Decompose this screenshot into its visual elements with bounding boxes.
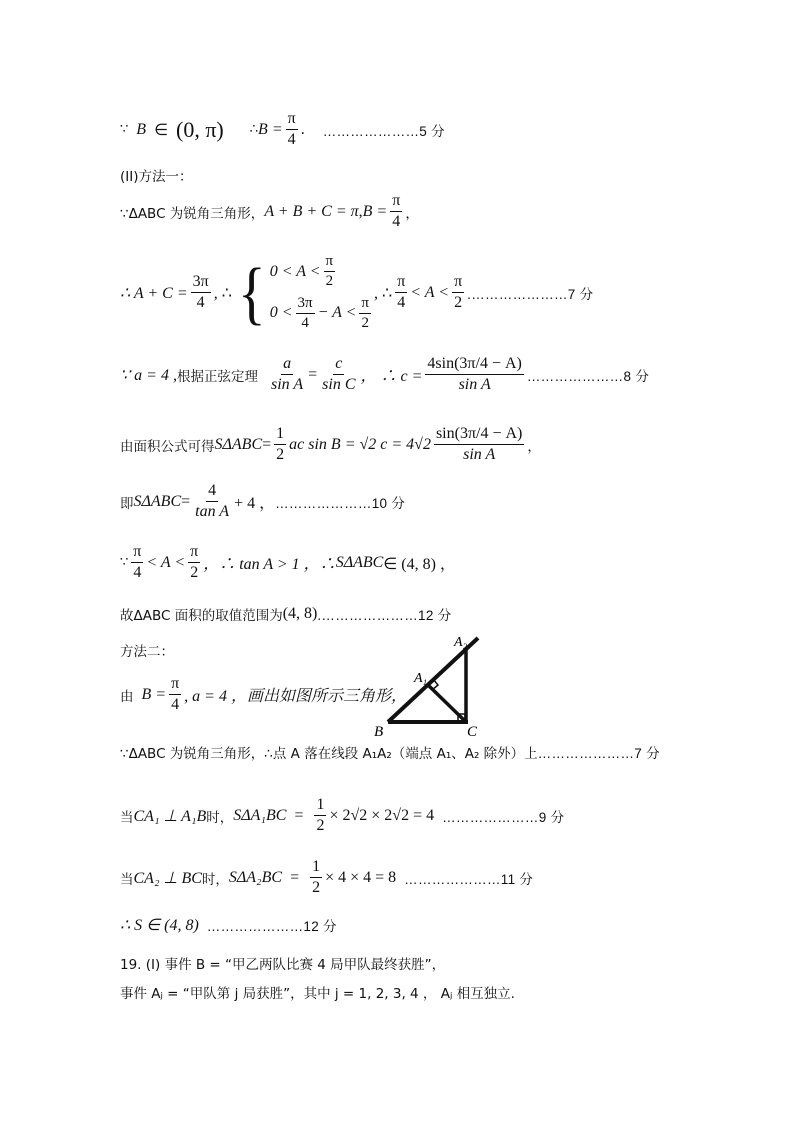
equals: = <box>181 492 191 510</box>
numerator: π <box>390 192 402 212</box>
denominator: 2 <box>312 879 321 897</box>
c-equals: ， ∴ c = <box>360 368 423 386</box>
label-c: C <box>467 724 478 740</box>
fraction <box>452 273 464 313</box>
left-brace: { <box>237 252 266 331</box>
line-conclusion-1 <box>120 604 452 624</box>
numerator: π <box>395 273 407 293</box>
in-symbol: ∈ <box>154 121 168 139</box>
score-mark: …………………5 分 <box>322 123 445 139</box>
denominator: 4 <box>133 564 142 582</box>
numerator: 1 <box>310 858 322 878</box>
period: . <box>300 120 305 138</box>
score-mark: .…………………12 分 <box>317 608 452 623</box>
label-a2: A <box>454 635 463 650</box>
angle-sum: A + B + C = π <box>264 202 359 220</box>
system-row-2 <box>270 295 374 333</box>
area-symbol: S <box>335 553 344 571</box>
score-mark: …………………10 分 <box>275 495 406 511</box>
denominator: 4 <box>287 131 296 149</box>
fraction <box>193 482 231 522</box>
score-mark: …………………8 分 <box>526 368 650 384</box>
score-mark: …………………11 分 <box>404 871 534 887</box>
line-b-range <box>120 110 445 150</box>
fraction <box>359 295 371 333</box>
score-mark: .…………………7 分 <box>467 286 594 302</box>
numerator: 4 <box>206 482 218 502</box>
subscript: ΔABC <box>141 492 182 510</box>
punctuation: ， <box>527 438 541 455</box>
inequality-system <box>270 253 374 332</box>
equals: = <box>308 365 318 383</box>
a-plus-c: ∴ A + C = <box>120 284 188 302</box>
denominator: sin A <box>463 446 496 464</box>
numerator: sin(3π/4 − A) <box>434 425 524 445</box>
denominator: 4 <box>397 294 406 311</box>
subscript: ΔABC <box>222 435 263 453</box>
b-equals: B = <box>362 202 388 220</box>
numerator: π <box>188 543 200 563</box>
denominator: 2 <box>276 446 285 464</box>
numerator: π <box>452 273 464 293</box>
numerator: 4sin(3π/4 − A) <box>425 355 523 375</box>
law-of-sines-text: 根据正弦定理 <box>176 368 258 385</box>
fraction <box>320 355 357 395</box>
numerator: π <box>359 295 371 314</box>
denominator: 2 <box>190 564 199 582</box>
when-suffix: 时， <box>206 809 234 826</box>
expression: ac sin B = √2 c = 4√2 <box>289 435 431 453</box>
row-text: 0 < A < <box>269 262 321 280</box>
line-conclusion-2 <box>120 915 337 935</box>
fraction <box>169 675 181 715</box>
separator: , <box>358 202 363 220</box>
conclusion-text: 故ΔABC 面积的取值范围为 <box>120 608 283 624</box>
area-symbol: S <box>214 435 223 453</box>
when-suffix: 时， <box>201 871 229 888</box>
expression: , a = 4 ，画出如图所示三角形， <box>184 688 407 706</box>
denominator: 2 <box>325 273 334 290</box>
numerator: c <box>333 355 344 375</box>
numerator: a <box>281 355 293 375</box>
denominator: 4 <box>171 696 180 714</box>
system-row-1 <box>270 253 374 291</box>
because-symbol: ∵ <box>120 555 129 571</box>
conclusion-expression: ∴ S ∈ (4, 8) <box>120 917 199 934</box>
area-formula-text: 由面积公式可得 <box>120 438 215 455</box>
line-segment-statement <box>120 742 660 762</box>
when-text: 当 <box>120 871 134 888</box>
numerator: π <box>169 675 181 695</box>
fraction <box>324 253 336 291</box>
when-text: 当 <box>120 809 134 826</box>
denominator: 4 <box>301 314 309 331</box>
line-case-a2 <box>120 858 533 898</box>
var-b: B <box>136 120 147 138</box>
fraction <box>310 858 322 898</box>
a-equals: ∵ a = 4 , <box>120 366 177 384</box>
denominator: sin A <box>270 376 304 394</box>
given-text: 由 <box>120 688 134 705</box>
numerator: 3π <box>296 295 315 314</box>
equals: = <box>290 868 300 886</box>
denominator: 2 <box>316 817 325 835</box>
numerator: π <box>324 253 336 272</box>
fraction <box>296 295 315 333</box>
area-symbol: S <box>228 868 237 886</box>
score-mark: …………………12 分 <box>206 919 337 934</box>
separator: , ∴ <box>213 284 232 302</box>
fraction <box>191 273 211 313</box>
triangle-figure <box>370 630 490 740</box>
denominator: 2 <box>454 294 463 311</box>
therefore-symbol: ∴ <box>249 122 259 138</box>
numerator: 1 <box>314 796 326 816</box>
fraction <box>274 425 286 465</box>
separator: , ∴ <box>374 284 393 302</box>
fraction <box>286 110 298 150</box>
namely-text: 即 <box>120 495 134 512</box>
fraction <box>425 355 523 395</box>
denominator: 4 <box>196 294 205 311</box>
fraction <box>131 543 143 583</box>
fraction <box>395 273 407 313</box>
fraction <box>314 796 326 836</box>
line-sine-law <box>120 355 649 395</box>
subscript: ΔABC <box>343 553 384 571</box>
label-a1-sub: 1 <box>423 678 427 687</box>
equals: = <box>294 806 304 824</box>
numerator: 3π <box>191 273 211 293</box>
label-b: B <box>374 724 384 740</box>
expression: + 4 ， <box>234 495 276 513</box>
numerator: π <box>286 110 298 130</box>
punctuation: ， <box>405 205 419 222</box>
area-symbol: S <box>133 492 142 510</box>
area-symbol: S <box>233 806 242 824</box>
expression: × 2√2 × 2√2 = 4 <box>329 806 435 824</box>
because-symbol: ∵ <box>120 122 129 138</box>
label-a2-sub: 2 <box>463 642 467 651</box>
numerator: π <box>131 543 143 563</box>
denominator: sin C <box>322 376 356 394</box>
subscript: ΔA₁BC <box>241 806 287 824</box>
fraction <box>434 425 524 465</box>
condition: CA₁ ⊥ A₁B <box>133 807 207 825</box>
denominator: sin A <box>458 376 491 394</box>
row-text: 0 < <box>269 304 293 322</box>
row-text: − A < <box>317 304 357 322</box>
statement-text: ∵ΔABC 为锐角三角形， <box>120 205 265 222</box>
equals: = <box>262 435 272 453</box>
fraction <box>269 355 305 395</box>
b-equals: B = <box>141 685 167 703</box>
denominator: 4 <box>392 213 401 231</box>
condition: CA₂ ⊥ BC <box>133 869 202 887</box>
line-area-formula <box>120 425 541 465</box>
line-range-derivation <box>120 543 456 583</box>
segment-text: ∵ΔABC 为锐角三角形，∴点 A 落在线段 A₁A₂（端点 A₁、A₂ 除外）上 <box>120 746 538 762</box>
b-equals: B = <box>258 120 283 138</box>
expression: ，∴ tan A > 1 ，∴ <box>203 556 336 574</box>
score-mark: …………………7 分 <box>537 746 660 761</box>
expression: × 4 × 4 = 8 <box>325 868 397 886</box>
line-area-tan <box>120 482 405 522</box>
problem-19-event-aj: 事件 Aⱼ = “甲队第 j 局获胜”，其中 j = 1, 2, 3, 4 ， Aⱼ 相互独立. <box>120 986 515 1002</box>
line-inequality-system <box>120 253 593 332</box>
numerator: 1 <box>274 425 286 445</box>
subscript: ΔA₂BC <box>236 868 283 886</box>
denominator: tan A <box>195 503 230 521</box>
problem-19-event-b: 19. (I) 事件 B = “甲乙两队比赛 4 局甲队最终获胜”， <box>120 957 446 973</box>
denominator: 2 <box>361 314 369 331</box>
line-draw-triangle <box>120 675 407 715</box>
label-a1: A <box>414 671 423 686</box>
line-case-a1 <box>120 796 564 836</box>
fraction <box>188 543 200 583</box>
expression: ∈ (4, 8) ， <box>383 556 456 574</box>
score-mark: …………………9 分 <box>442 809 565 825</box>
fraction <box>390 192 402 232</box>
method-two-heading: 方法二： <box>120 644 174 660</box>
inequality: < A < <box>410 283 450 301</box>
line-acute-triangle <box>120 192 419 232</box>
interval: (0, π) <box>176 116 224 142</box>
inequality: < A < <box>146 553 186 571</box>
method-one-heading: (II)方法一： <box>120 169 193 185</box>
range-value: (4, 8) <box>282 605 318 622</box>
